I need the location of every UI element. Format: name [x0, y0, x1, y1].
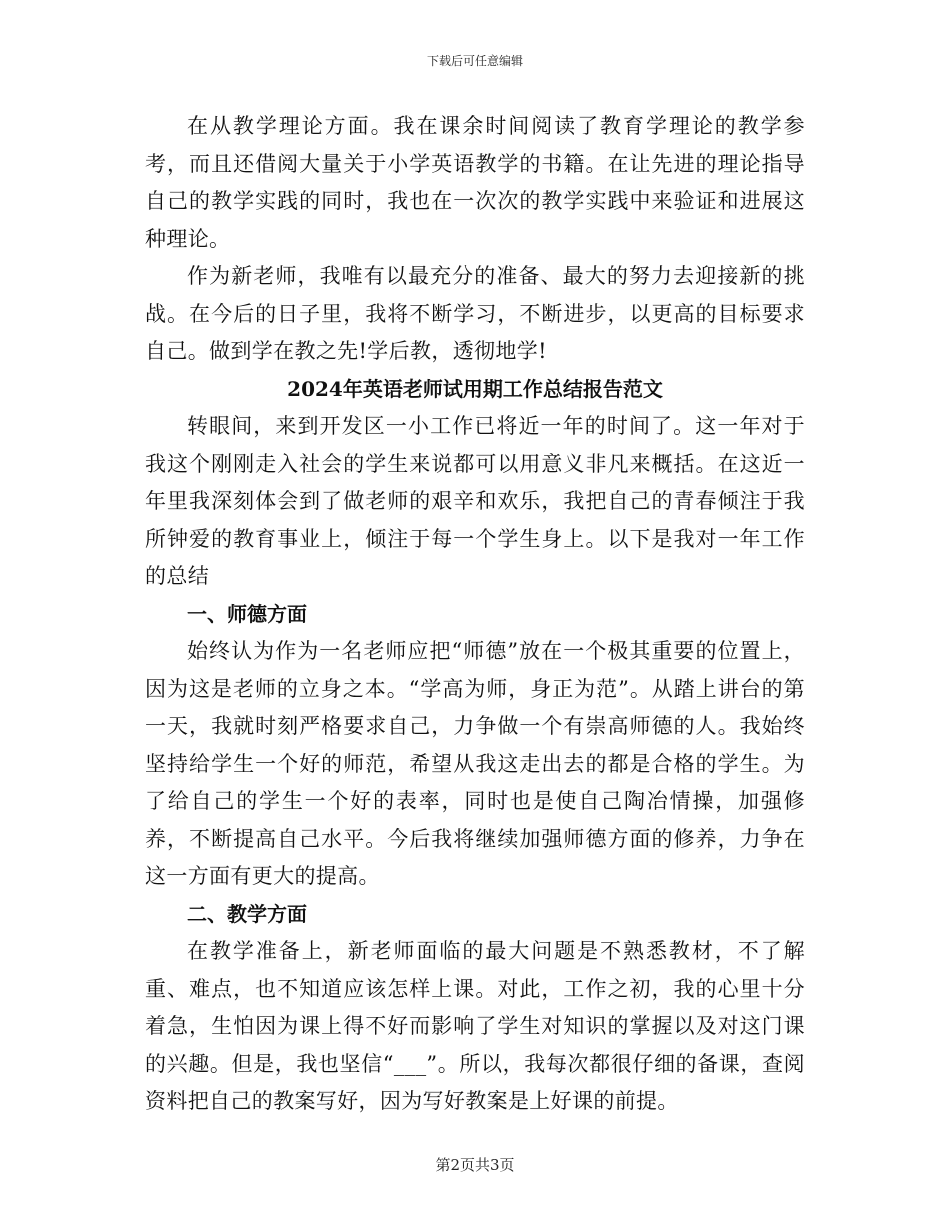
paragraph-intro: 转眼间，来到开发区一小工作已将近一年的时间了。这一年对于我这个刚刚走入社会的学生来说都可以用意义非凡来概括。在这近一年里我深刻体会到了做老师的艰辛和欢乐，我把自己的青春倾注于我所钟爱的教育事业上，倾注于每一个学生身上。以下是我对一年工作的总结	[145, 414, 805, 588]
section-heading-teaching: 二、教学方面	[187, 901, 307, 926]
page-footer: 第2页共3页	[435, 1156, 515, 1174]
document-title: 2024年英语老师试用期工作总结报告范文	[287, 376, 663, 401]
paragraph-theory: 在从教学理论方面。我在课余时间阅读了教育学理论的教学参考，而且还借阅大量关于小学英语教学的书籍。在让先进的理论指导自己的教学实践的同时，我也在一次次的教学实践中来验证和进展这种理论。	[145, 114, 805, 251]
page-header: 下载后可任意编辑	[426, 54, 523, 68]
paragraph-teaching: 在教学准备上，新老师面临的最大问题是不熟悉教材，不了解重、难点，也不知道应该怎样上课。对此，工作之初，我的心里十分着急，生怕因为课上得不好而影响了学生对知识的掌握以及对这门课的兴趣。但是，我也坚信“___”。所以，我每次都很仔细的备课，查阅资料把自己的教案写好，因为写好教案是上好课的前提。	[145, 939, 805, 1113]
paragraph-ethics: 始终认为作为一名老师应把“师德”放在一个极其重要的位置上，因为这是老师的立身之本。“学高为师，身正为范”。从踏上讲台的第一天，我就时刻严格要求自己，力争做一个有崇高师德的人。我始终坚持给学生一个好的师范，希望从我这走出去的都是合格的学生。为了给自己的学生一个好的表率，同时也是使自己陶冶情操，加强修养，不断提高自己水平。今后我将继续加强师德方面的修养，力争在这一方面有更大的提高。	[145, 639, 805, 888]
document-body	[145, 108, 805, 1121]
section-heading-ethics: 一、师德方面	[187, 601, 307, 626]
paragraph-new-teacher: 作为新老师，我唯有以最充分的准备、最大的努力去迎接新的挑战。在今后的日子里，我将不断学习，不断进步，以更高的目标要求自己。做到学在教之先!学后教，透彻地学!	[145, 264, 805, 363]
